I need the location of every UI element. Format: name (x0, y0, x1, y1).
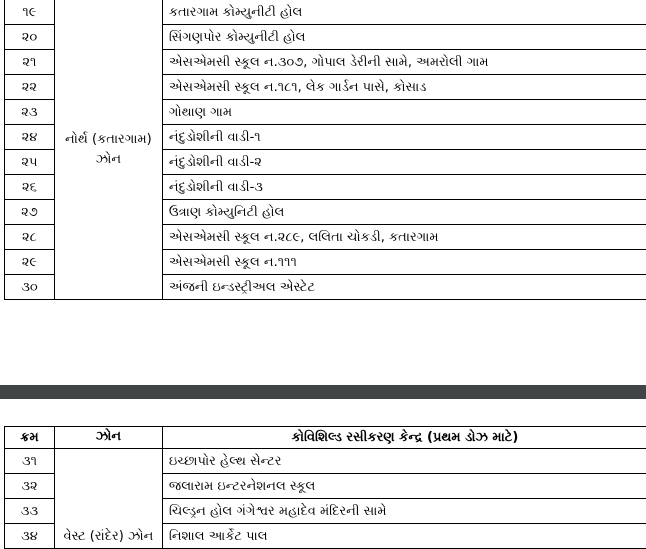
row-number: ૩૦ (5, 275, 55, 300)
center-name: ઇચ્છાપોર હેલ્થ સેન્ટર (162, 449, 646, 474)
row-number: ૨૯ (5, 250, 55, 275)
zone-suffix: ઝોન (61, 150, 156, 170)
center-name: ગોથાણ ગામ (162, 100, 646, 125)
center-name: ચિલ્ડ્રન હોલ ગંગેશ્વર મહાદેવ મંદિરની સામે (162, 499, 646, 524)
row-number: ૩૧ (5, 449, 55, 474)
zone-cell (54, 0, 162, 300)
table-header-row (5, 427, 646, 449)
center-name: નંદુડોશીની વાડી-૨ (162, 150, 646, 175)
center-name: જલારામ ઇન્ટરનેશનલ સ્કૂલ (162, 474, 646, 499)
zone-name: નોર્થ (કતારગામ) (61, 130, 156, 150)
center-name: નિશાલ આર્કેટ પાલ (162, 524, 646, 549)
center-name: એસએમસી સ્કૂલ ન.૨૮૯, લલિતા ચોકડી, કતારગામ (162, 225, 646, 250)
row-number: ૨૫ (5, 150, 55, 175)
row-number: ૩૩ (5, 499, 55, 524)
row-number: ૨૧ (5, 50, 55, 75)
center-name: ઉત્રાણ કોમ્યુનિટી હોલ (162, 200, 646, 225)
center-name: નંદુડોશીની વાડી-૩ (162, 175, 646, 200)
header-serial: ક્રમ (5, 427, 55, 449)
row-number: ૧૯ (5, 0, 55, 25)
zone-name: વેસ્ટ (રાંદેર) ઝોન (64, 529, 154, 544)
row-number: ૨૪ (5, 125, 55, 150)
table-row (5, 449, 646, 474)
table-row (5, 0, 646, 25)
row-number: ૨૩ (5, 100, 55, 125)
center-name: કતારગામ કોમ્યુનીટી હોલ (162, 0, 646, 25)
header-center: કોવિશિલ્ડ રસીકરણ કેન્દ્ર (પ્રથમ ડોઝ માટે) (162, 427, 646, 449)
vaccination-centers-table-north (4, 0, 646, 300)
row-number: ૩૨ (5, 474, 55, 499)
row-number: ૨૨ (5, 75, 55, 100)
header-zone: ઝોન (54, 427, 162, 449)
vaccination-centers-table-west (4, 426, 646, 549)
row-number: ૨૭ (5, 200, 55, 225)
row-number: ૨૬ (5, 175, 55, 200)
row-number: ૩૪ (5, 524, 55, 549)
center-name: સિંગણપોર કોમ્યુનીટી હોલ (162, 25, 646, 50)
zone-cell (54, 449, 162, 549)
page-divider-band (0, 385, 646, 399)
center-name: નંદુડોશીની વાડી-૧ (162, 125, 646, 150)
center-name: એસએમસી સ્કૂલ ન.૧૧૧ (162, 250, 646, 275)
row-number: ૨૦ (5, 25, 55, 50)
center-name: અંજની ઇન્ડસ્ટ્રીઅલ એસ્ટેટ (162, 275, 646, 300)
row-number: ૨૮ (5, 225, 55, 250)
center-name: એસએમસી સ્કૂલ ન.૩૦૭, ગોપાલ ડેરીની સામે, અમરોલી ગામ (162, 50, 646, 75)
center-name: એસએમસી સ્કૂલ ન.૧૮૧, લેક ગાર્ડન પાસે, કોસાડ (162, 75, 646, 100)
